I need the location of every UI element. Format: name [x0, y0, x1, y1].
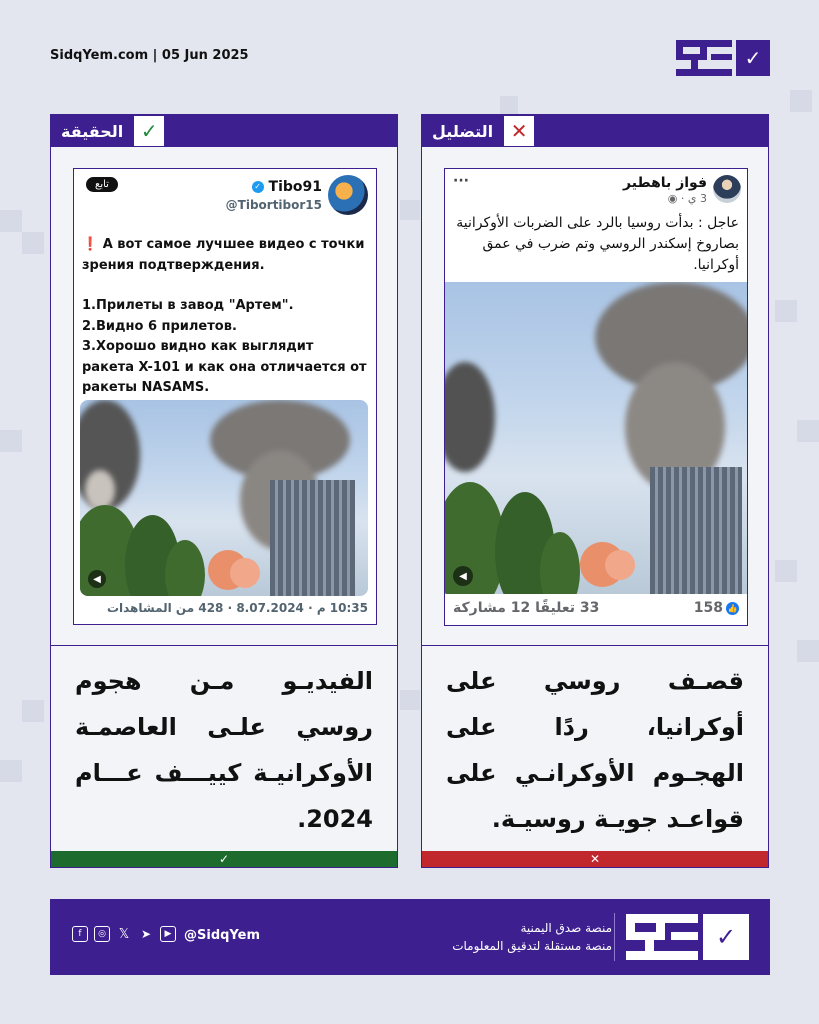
speaker-icon[interactable]: ◀ — [88, 570, 106, 588]
x-icon[interactable]: 𝕏 — [118, 926, 130, 942]
truth-panel-header — [51, 115, 397, 147]
youtube-icon[interactable]: ▶ — [160, 926, 176, 942]
facebook-post-card[interactable] — [444, 168, 748, 626]
tweet-display-name: Tibo91 — [268, 179, 322, 195]
facebook-icon[interactable]: f — [72, 926, 88, 942]
misinfo-panel-title: التضليل — [432, 121, 494, 141]
tweet-meta: 10:35 م · 8.07.2024 · 428 من المشاهدات — [106, 601, 368, 615]
social-handle[interactable]: @SidqYem — [184, 928, 261, 943]
reaction-count[interactable] — [694, 600, 739, 616]
comments-shares[interactable]: 33 تعليقًا 12 مشاركة — [453, 600, 600, 616]
tweet-handle: @Tibortibor15 — [225, 198, 322, 212]
check-icon: ✓ — [703, 914, 749, 960]
tweet-line: 3.Хорошо видно как выглядит ракета X-101 и как она отличается от ракеты NASAMS. — [82, 339, 367, 395]
avatar[interactable] — [328, 175, 368, 215]
brand-wordmark — [676, 40, 732, 76]
misinfo-panel — [421, 114, 769, 868]
truth-panel — [50, 114, 398, 868]
alert-icon: ❗ — [82, 237, 99, 252]
divider — [614, 913, 615, 961]
org-name: منصة صدق اليمنية — [520, 921, 612, 935]
org-info — [452, 919, 612, 955]
tweet-line — [82, 276, 367, 296]
brand-wordmark — [626, 914, 698, 960]
globe-icon: ◉ — [667, 192, 678, 205]
cross-icon: ✕ — [503, 115, 535, 147]
misinfo-claim: قصـف روسي على أوكرانيا، ردًا على الهجـوم الأوكرانـي على قواعـد جويـة روسيـة. — [422, 645, 768, 853]
avatar[interactable] — [713, 175, 741, 203]
video-still[interactable] — [80, 400, 368, 596]
check-icon: ✓ — [218, 852, 230, 866]
video-still[interactable] — [445, 282, 747, 594]
like-icon: 👍 — [727, 603, 738, 613]
speaker-icon[interactable]: ◀ — [453, 566, 473, 586]
cross-icon: ✕ — [589, 852, 601, 866]
misinfo-panel-header — [422, 115, 768, 147]
follow-button[interactable]: تابع — [86, 177, 118, 192]
tweet-line: 2.Видно 6 прилетов. — [82, 318, 237, 334]
tweet-line: 1.Прилеты в завод "Артем". — [82, 298, 294, 313]
misinfo-footer-bar — [422, 851, 768, 867]
org-tagline: منصة مستقلة لتدقيق المعلومات — [452, 939, 612, 953]
check-icon: ✓ — [736, 40, 770, 76]
post-text: عاجل : بدأت روسيا بالرد على الضربات الأوكرانية بصاروخ إسكندر الروسي وتم ضرب في عمق أوكرانيا. — [456, 215, 739, 273]
tweet-line: А вот самое лучшее видео с точки зрения подтверждения. — [82, 237, 365, 273]
footer — [50, 899, 770, 975]
telegram-icon[interactable]: ➤ — [140, 927, 152, 941]
footer-logo[interactable] — [626, 914, 754, 960]
header-meta: SidqYem.com | 05 Jun 2025 — [50, 48, 249, 63]
reaction-count-value: 158 — [693, 600, 723, 616]
truth-footer-bar — [51, 851, 397, 867]
instagram-icon[interactable]: ◎ — [94, 926, 110, 942]
more-icon[interactable]: ··· — [453, 173, 469, 189]
tweet-text — [82, 235, 367, 399]
tweet-card[interactable] — [73, 168, 377, 625]
brand-logo[interactable] — [676, 40, 770, 76]
social-links — [72, 926, 176, 942]
verified-icon: ✓ — [252, 181, 264, 193]
post-author: فواز باهطير — [623, 175, 707, 191]
truth-panel-title: الحقيقة — [61, 121, 124, 141]
truth-claim: الفيديـو مـن هجوم روسي علـى العاصمـة الأوكرانيـة كييـــف عـــام 2024. — [51, 645, 397, 853]
post-time: 3 ي · — [677, 192, 707, 205]
check-icon: ✓ — [133, 115, 165, 147]
